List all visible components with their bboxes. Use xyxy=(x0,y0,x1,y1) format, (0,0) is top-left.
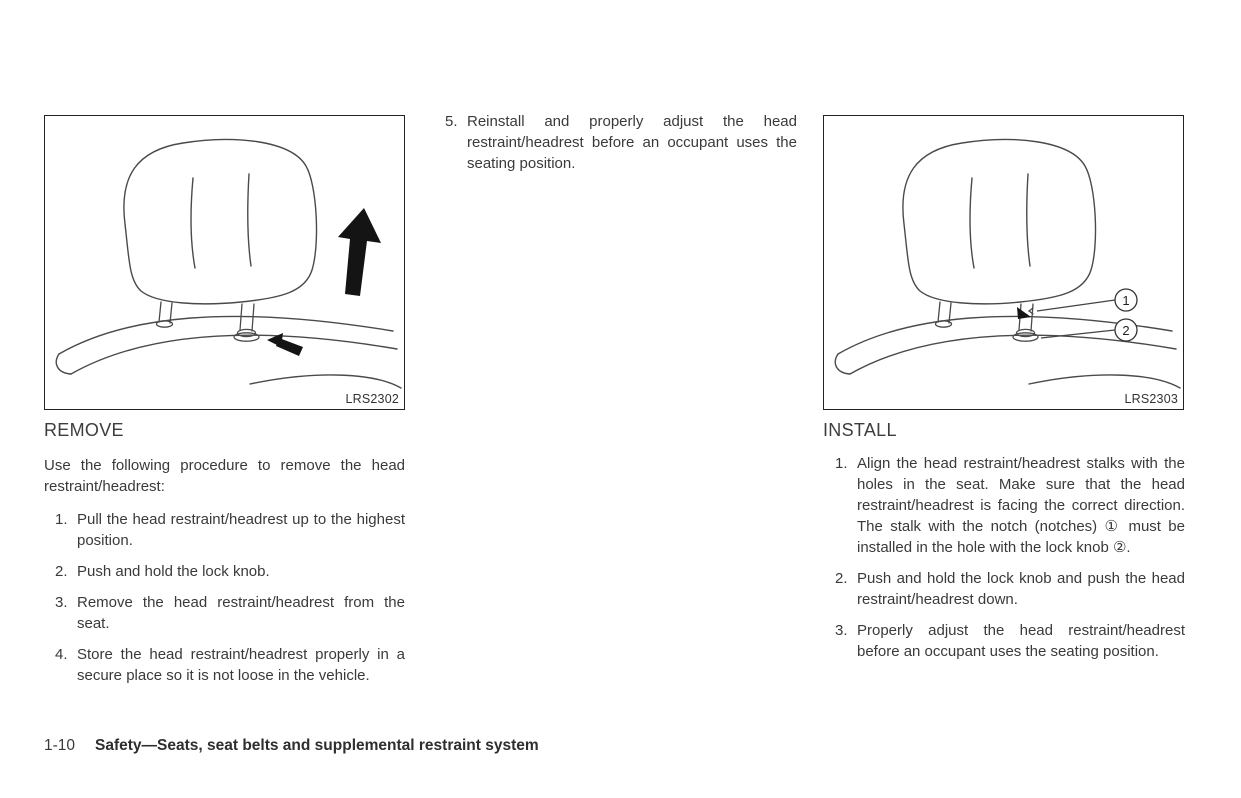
install-step-3 xyxy=(823,620,1185,662)
step-number: 3. xyxy=(55,594,68,611)
figure-label-install: LRS2303 xyxy=(1124,392,1178,406)
headrest-remove-illustration xyxy=(45,116,404,409)
figure-install xyxy=(823,115,1184,410)
step-number: 1. xyxy=(55,511,68,528)
step-number: 2. xyxy=(55,563,68,580)
seat-contour xyxy=(56,316,401,388)
remove-step-5 xyxy=(445,111,797,174)
remove-steps xyxy=(44,509,405,686)
remove-step-4 xyxy=(44,644,405,686)
callout-1-number: 1 xyxy=(1122,293,1130,308)
remove-step-2 xyxy=(44,561,405,582)
step-number: 5. xyxy=(445,113,458,130)
page-number: 1-10 xyxy=(44,737,76,754)
headrest-install-illustration xyxy=(824,116,1183,409)
remove-step-3 xyxy=(44,592,405,634)
headrest-shape xyxy=(903,140,1096,304)
headrest-shape xyxy=(124,140,317,304)
install-steps xyxy=(823,453,1185,662)
step-text: Align the head restraint/headrest stalks with the holes in the seat. Make sure that the head restraint/headrest is facing the correct direction. The stalk with the notch (notches) ① must be installed in the hole with the lock knob ②. xyxy=(857,455,1185,556)
notch-arrow-icon xyxy=(1017,307,1031,319)
step-text: Pull the head restraint/headrest up to the highest position. xyxy=(77,511,405,549)
footer-section-title: Safety—Seats, seat belts and supplemental restraint system xyxy=(95,737,539,754)
step-number: 3. xyxy=(835,622,848,639)
remove-step-1 xyxy=(44,509,405,551)
up-arrow-icon xyxy=(338,208,381,296)
step-text: Remove the head restraint/headrest from the seat. xyxy=(77,594,405,632)
remove-column xyxy=(44,115,405,696)
step-text: Reinstall and properly adjust the head restraint/headrest before an occupant uses the seating position. xyxy=(467,113,797,172)
callout-1-leader-line xyxy=(1037,300,1115,311)
step-text: Push and hold the lock knob. xyxy=(77,563,270,580)
callout-2-number: 2 xyxy=(1122,323,1130,338)
install-step-2 xyxy=(823,568,1185,610)
figure-label-remove: LRS2302 xyxy=(345,392,399,406)
page-footer xyxy=(44,737,539,755)
step-number: 4. xyxy=(55,646,68,663)
step-number: 1. xyxy=(835,455,848,472)
install-heading: INSTALL xyxy=(823,420,897,440)
install-step-1 xyxy=(823,453,1185,558)
remove-heading: REMOVE xyxy=(44,420,124,440)
install-column xyxy=(823,115,1185,672)
middle-column xyxy=(445,111,797,184)
step-number: 2. xyxy=(835,570,848,587)
remove-intro: Use the following procedure to remove the head restraint/headrest: xyxy=(44,457,405,495)
step-text: Store the head restraint/headrest properly in a secure place so it is not loose in the vehicle. xyxy=(77,646,405,684)
figure-remove xyxy=(44,115,405,410)
step-text: Properly adjust the head restraint/headrest before an occupant uses the seating position. xyxy=(857,622,1185,660)
step-text: Push and hold the lock knob and push the head restraint/headrest down. xyxy=(857,570,1185,608)
